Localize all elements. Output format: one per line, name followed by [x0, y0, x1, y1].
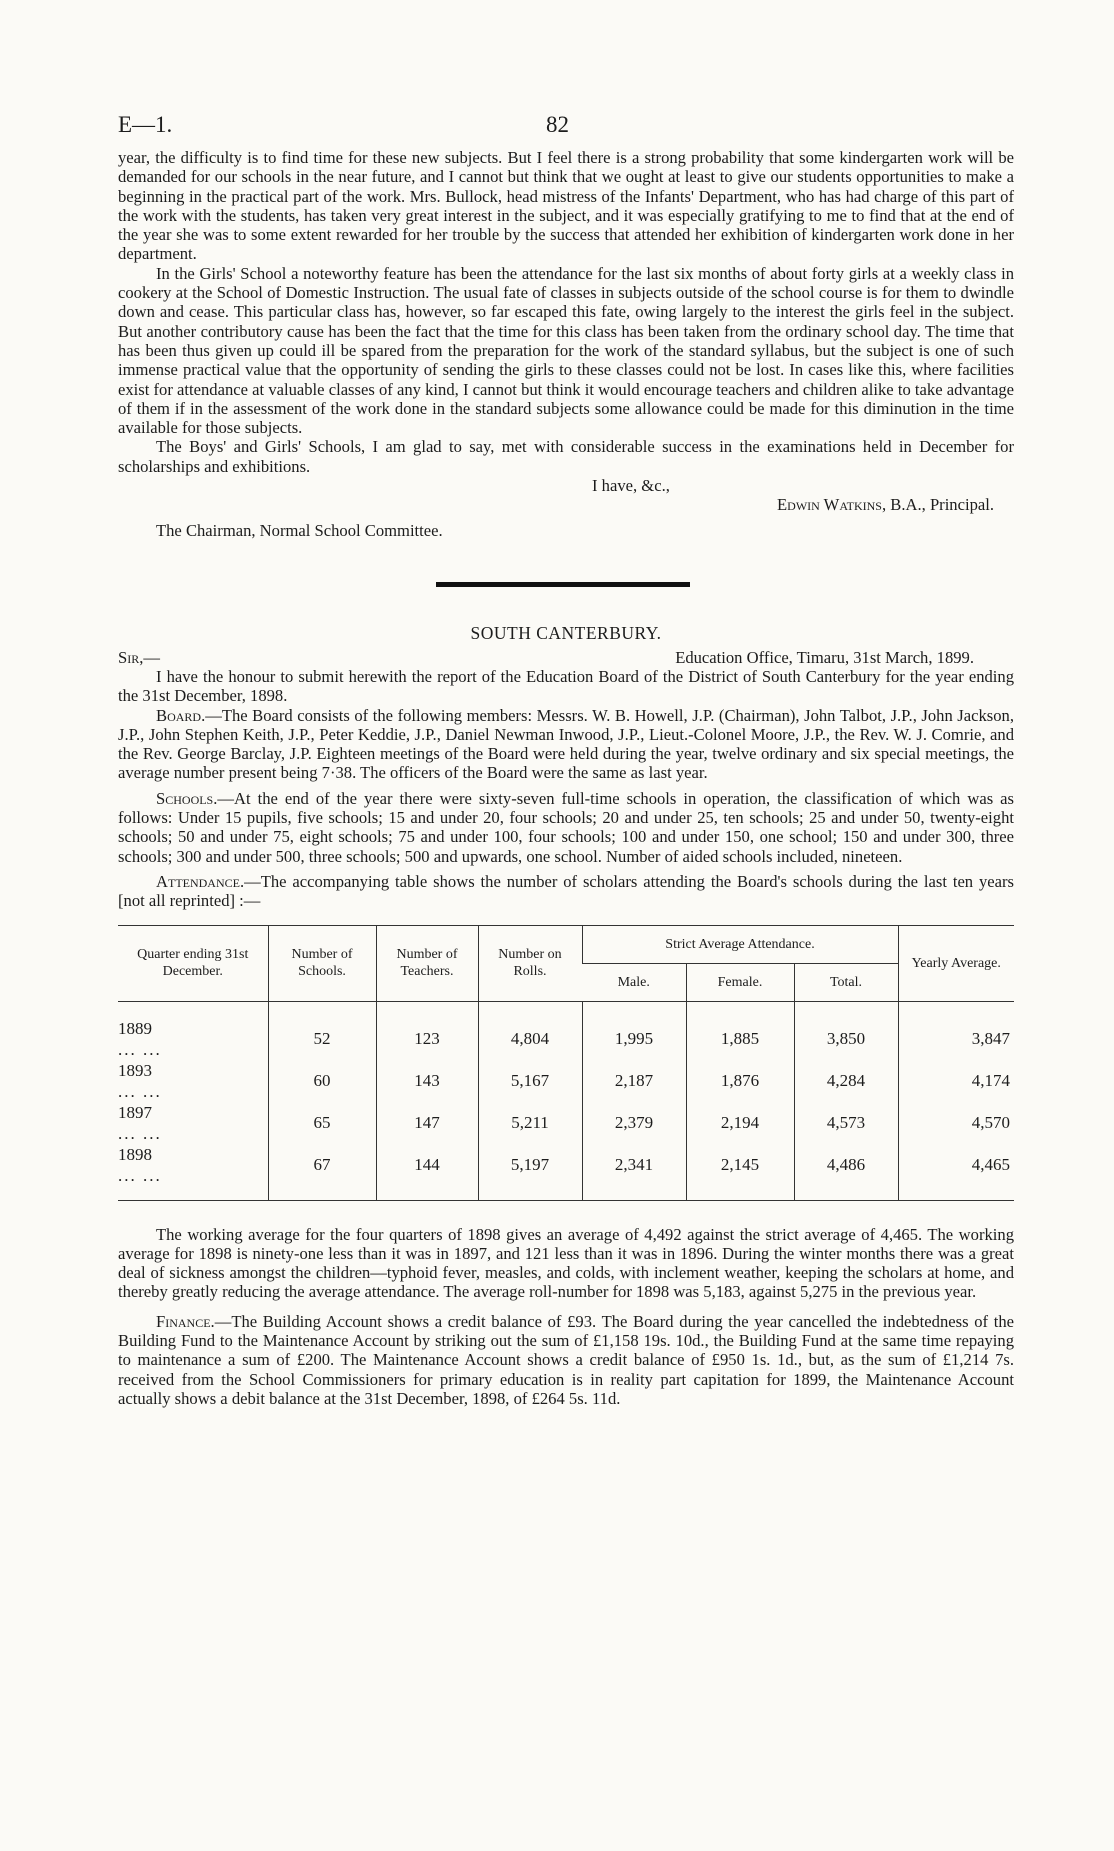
schools-text: —At the end of the year there were sixty-seven full-time schools in operation, the classification of which was as follows: Under 15 pupils, five schools; 15 and under 20, four schools; 20 and under 25, ten schools; 25 and under 50, twenty-eight schools; 50 and under 75, eight schools; 75 and under 100, four schools; 100 and under 150, one school; 150 and under 300, three schools; 300 and under 500, three schools; 500 and upwards, one school. Number of aided schools included, nineteen.	[118, 788, 1014, 866]
cell-rolls: 5,197	[478, 1144, 582, 1201]
cell-female: 1,876	[686, 1060, 794, 1102]
closing-line: I have, &c.,	[592, 476, 670, 496]
header-female: Female.	[686, 963, 794, 1001]
cell-schools: 67	[268, 1144, 376, 1201]
cell-year: 1889... ...	[118, 1018, 162, 1059]
attendance-text: —The accompanying table shows the number of scholars attending the Board's schools during the last ten years [not all reprinted] :—	[118, 871, 1014, 911]
attendance-table	[118, 925, 1014, 1201]
schools-label: Schools.	[156, 788, 218, 808]
address-date: Education Office, Timaru, 31st March, 1899.	[675, 647, 974, 667]
signatory-name: Edwin Watkins	[777, 495, 882, 515]
paragraph-scholarships: The Boys' and Girls' Schools, I am glad to say, met with considerable success in the examinations held in December for scholarships and exhibitions.	[118, 437, 1014, 476]
cell-teachers: 144	[376, 1144, 478, 1201]
signature-line	[118, 495, 1014, 514]
cell-rolls: 5,211	[478, 1102, 582, 1144]
cell-total: 4,486	[794, 1144, 898, 1201]
attendance-label: Attendance.	[156, 871, 245, 891]
paragraph-finance	[118, 1312, 1014, 1408]
cell-yearly: 4,174	[898, 1060, 1014, 1102]
page-header	[118, 108, 1014, 148]
cell-schools: 52	[268, 1001, 376, 1060]
cell-teachers: 143	[376, 1060, 478, 1102]
signatory-suffix: , B.A., Principal.	[882, 495, 994, 515]
document-code: E—1.	[118, 112, 173, 137]
header-quarter: Quarter ending 31st December.	[118, 925, 268, 1001]
finance-text: —The Building Account shows a credit balance of £93. The Board during the year cancelled the indebtedness of the Building Fund to the Maintenance Account by striking out the sum of £1,158 19s. 10d., the Building Fund at the same time repaying to maintenance a sum of £200. The Maintenance Account shows a credit balance of £950 1s. 1d., but, as the sum of £1,214 7s. received from the School Commissioners for primary education is in reality part capitation for 1899, the Maintenance Account actually shows a debit balance at the 31st December, 1898, of £264 5s. 11d.	[118, 1311, 1014, 1408]
cell-total: 4,573	[794, 1102, 898, 1144]
cell-year: 1898... ...	[118, 1144, 268, 1201]
paragraph-schools	[118, 789, 1014, 866]
page-number: 82	[546, 112, 569, 137]
cell-year: 1893... ...	[118, 1060, 162, 1101]
section-divider	[436, 582, 690, 587]
table-row	[118, 1144, 1014, 1201]
cell-teachers: 123	[376, 1001, 478, 1060]
finance-label: Finance.	[156, 1311, 215, 1331]
paragraph-working-average: The working average for the four quarters of 1898 gives an average of 4,492 against the strict average of 4,465. The working average for 1898 is ninety-one less than it was in 1897, and 121 less than it was in 1896. During the winter months there was a great deal of sickness amongst the children—typhoid fever, measles, and colds, with inclement weather, keeping the scholars at home, and thereby greatly reducing the average attendance. The average roll-number for 1898 was 5,183, against 5,275 in the previous year.	[118, 1224, 1014, 1302]
paragraph-girls-school: In the Girls' School a noteworthy feature has been the attendance for the last six months of about forty girls at a weekly class in cookery at the School of Domestic Instruction. The usual fate of classes in subjects outside of the school course is for them to dwindle down and cease. This particular class has, however, so far escaped this fate, owing largely to the interest the girls feel in the subject. But another contributory cause has been the fact that the time for this class has been taken from the ordinary school day. The time that has been thus given up could ill be spared from the preparation for the work of the standard syllabus, but the subject is one of such immense practical value that the opportunity of sending the girls to these classes could not be lost. In cases like this, where facilities exist for attendance at valuable classes of any kind, I cannot but think it would encourage teachers and children alike to take advantage of them if in the assessment of the work done in the standard subjects some allowance could be made for this diminution in the time available for those subjects.	[118, 263, 1014, 438]
section-heading: SOUTH CANTERBURY.	[470, 622, 662, 643]
document-page	[118, 108, 1014, 1408]
header-teachers: Number of Teachers.	[376, 925, 478, 1001]
paragraph-intro: I have the honour to submit herewith the report of the Education Board of the District of South Canterbury for the year ending the 31st December, 1898.	[118, 666, 1014, 706]
cell-total: 3,850	[794, 1001, 898, 1060]
cell-schools: 60	[268, 1060, 376, 1102]
salutation-line	[118, 648, 1014, 667]
header-strict-average: Strict Average Attendance.	[582, 925, 898, 963]
header-total: Total.	[794, 963, 898, 1001]
header-rolls: Number on Rolls.	[478, 925, 582, 1001]
cell-male: 2,379	[582, 1102, 686, 1144]
header-male: Male.	[582, 963, 686, 1001]
header-schools: Number of Schools.	[268, 925, 376, 1001]
cell-year: 1897... ...	[118, 1102, 162, 1143]
cell-yearly: 3,847	[898, 1001, 1014, 1060]
cell-female: 1,885	[686, 1001, 794, 1060]
header-yearly-average: Yearly Average.	[898, 925, 1014, 1001]
board-label: Board.	[156, 705, 206, 725]
table-row	[118, 1060, 1014, 1102]
cell-male: 1,995	[582, 1001, 686, 1060]
table-row	[118, 1102, 1014, 1144]
cell-female: 2,145	[686, 1144, 794, 1201]
table-row	[118, 1001, 1014, 1060]
cell-female: 2,194	[686, 1102, 794, 1144]
paragraph-kindergarten: year, the difficulty is to find time for these new subjects. But I feel there is a strong probability that some kindergarten work will be demanded for our schools in the near future, and I cannot but think that we ought at least to give our students opportunities to make a beginning in the practical part of the work. Mrs. Bullock, head mistress of the Infants' Department, who has had charge of this part of the work with the students, has taken very great interest in the subject, and it was especially gratifying to me to find that at the end of the year she was to some extent rewarded for her trouble by the success that attended her exhibition of kindergarten work done in her department.	[118, 148, 1014, 264]
cell-male: 2,187	[582, 1060, 686, 1102]
salutation: Sir,—	[118, 647, 160, 667]
paragraph-board	[118, 706, 1014, 783]
paragraph-attendance	[118, 872, 1014, 911]
cell-rolls: 5,167	[478, 1060, 582, 1102]
cell-schools: 65	[268, 1102, 376, 1144]
cell-male: 2,341	[582, 1144, 686, 1201]
cell-teachers: 147	[376, 1102, 478, 1144]
addressee: The Chairman, Normal School Committee.	[156, 520, 443, 540]
cell-yearly: 4,570	[898, 1102, 1014, 1144]
board-text: —The Board consists of the following members: Messrs. W. B. Howell, J.P. (Chairman), John Talbot, J.P., John Jackson, J.P., John Stephen Keith, J.P., Peter Keddie, J.P., Daniel Newman Inwood, J.P., Lieut.-Colonel Moore, J.P., the Rev. W. J. Comrie, and the Rev. George Barclay, J.P. Eighteen meetings of the Board were held during the year, twelve ordinary and six special meetings, the average number present being 7·38. The officers of the Board were the same as last year.	[118, 705, 1014, 783]
cell-total: 4,284	[794, 1060, 898, 1102]
cell-rolls: 4,804	[478, 1001, 582, 1060]
cell-yearly: 4,465	[898, 1144, 1014, 1201]
